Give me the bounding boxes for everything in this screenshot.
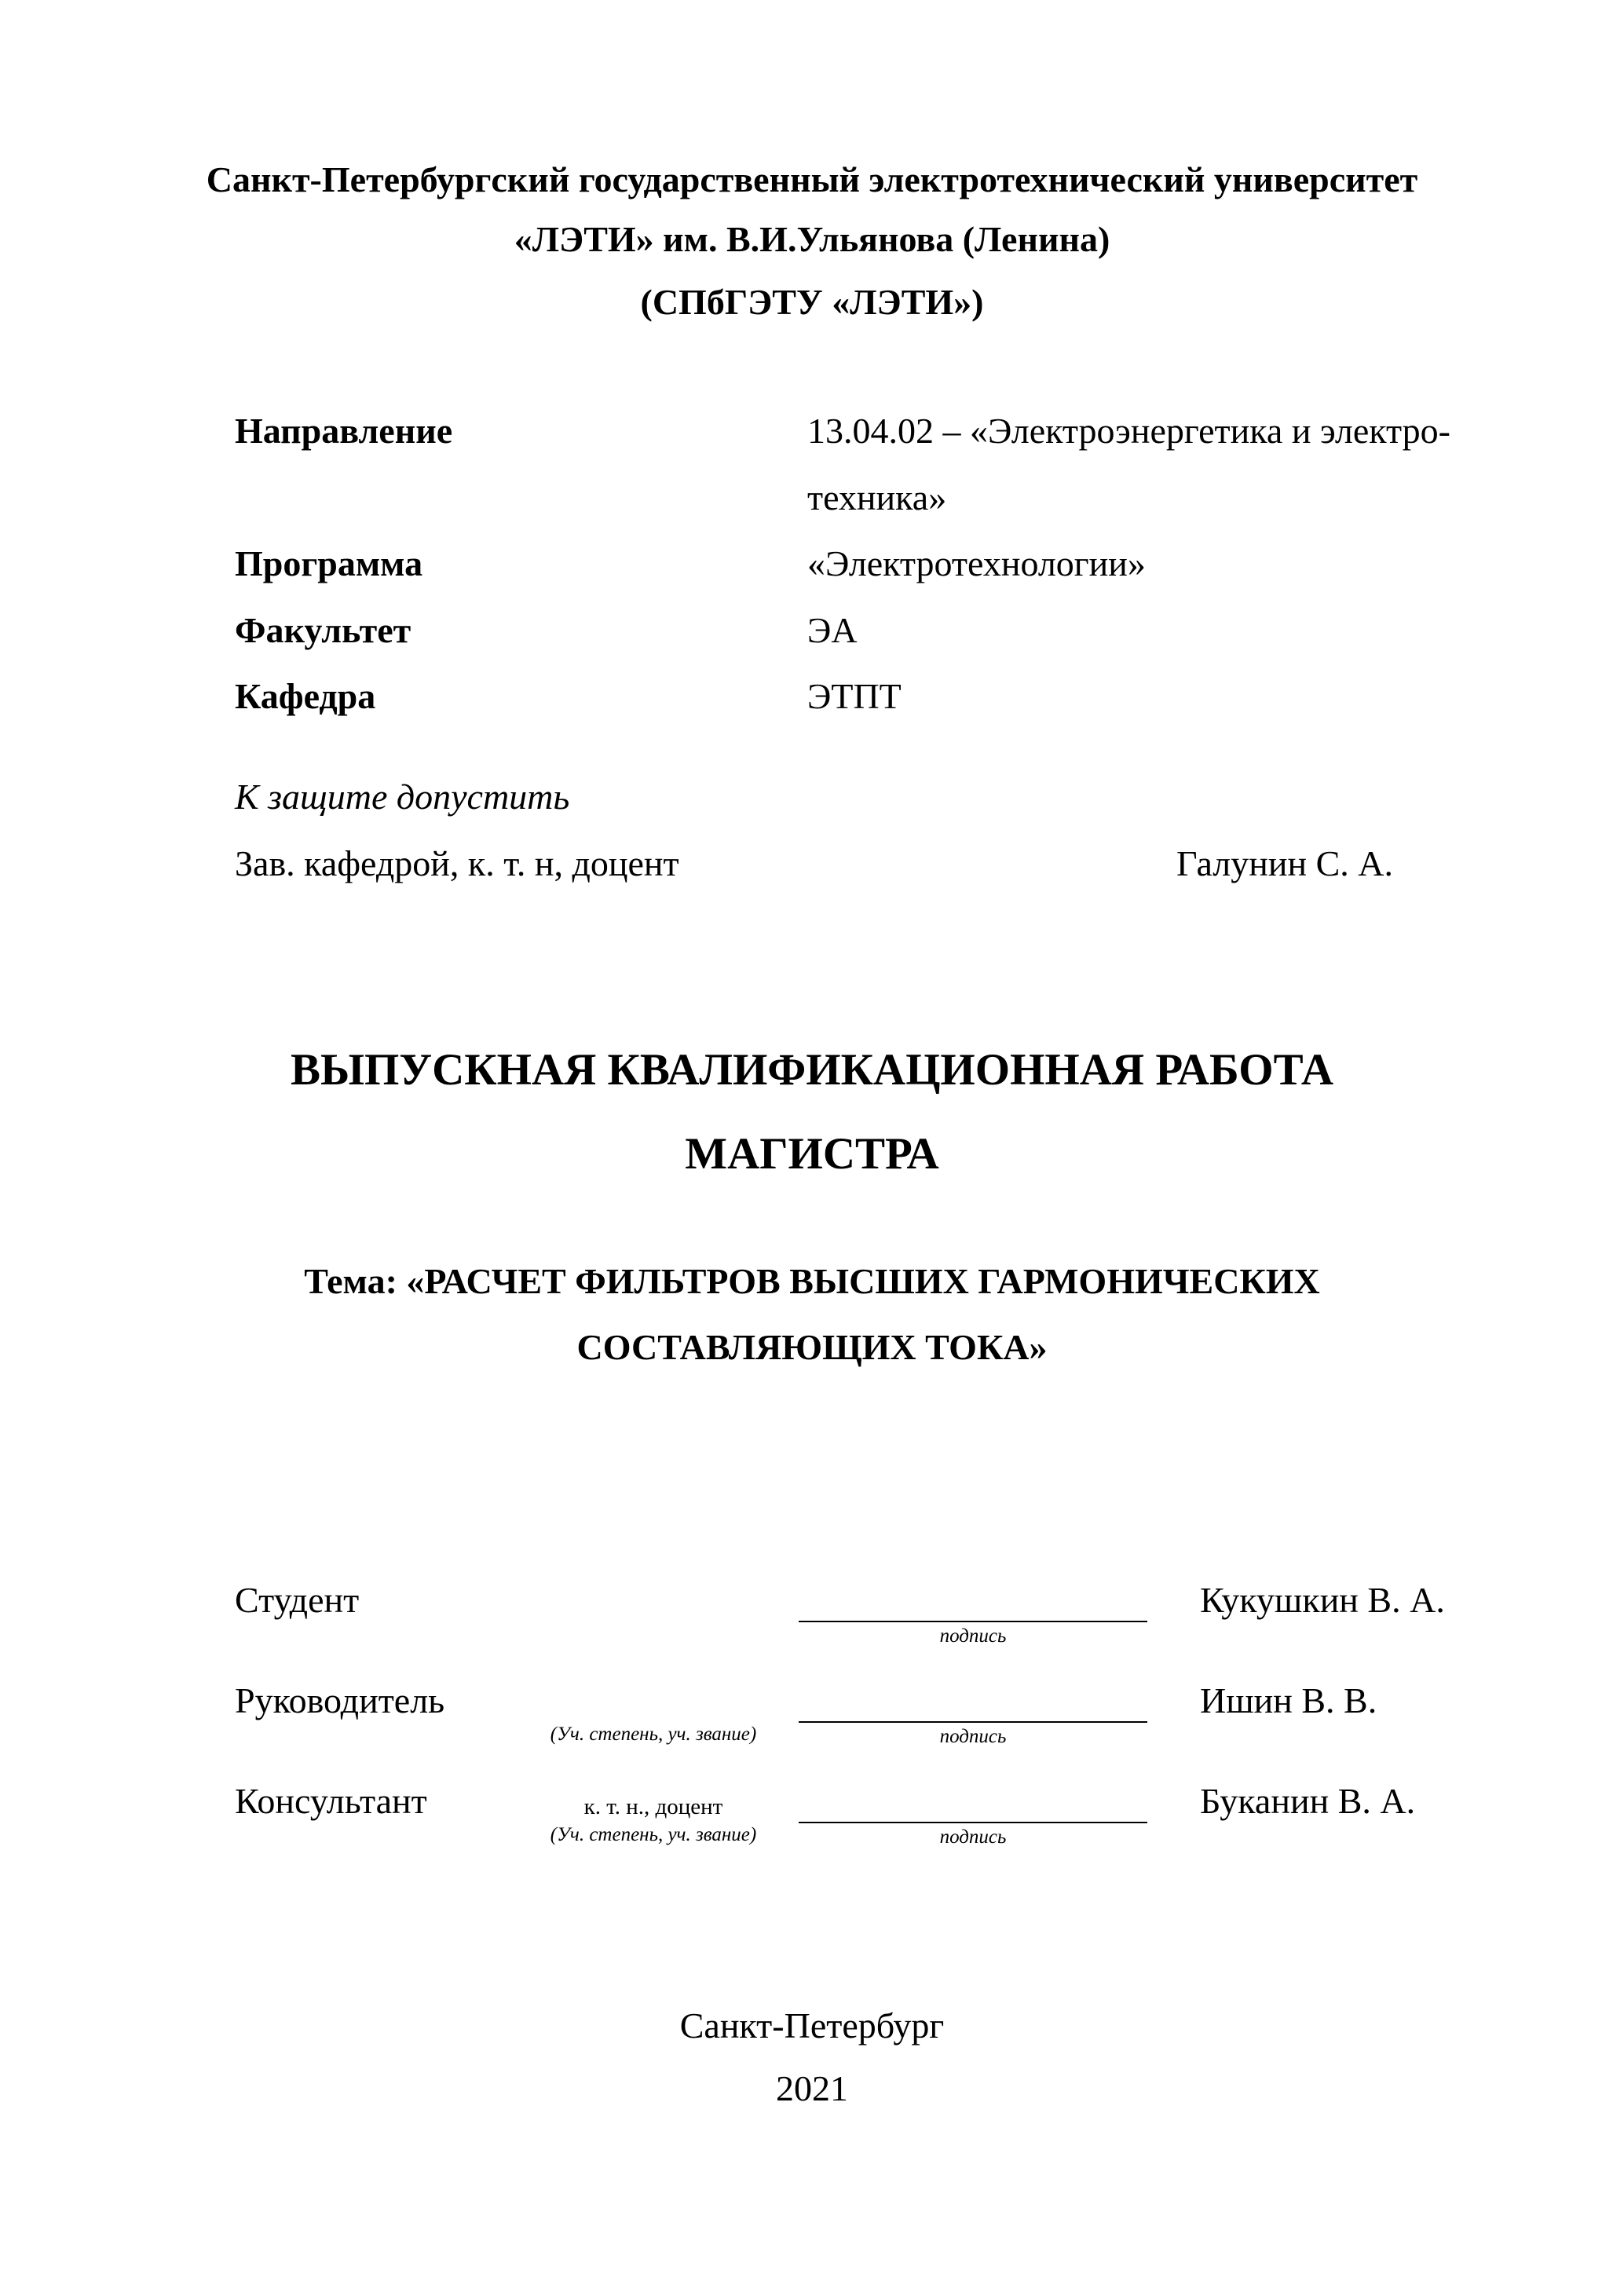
sign-hint: подпись [939, 1826, 1007, 1848]
value-program: «Электротехнологии» [807, 543, 1146, 583]
university-name: Санкт-Петербургский государственный электротехнический университет [206, 159, 1418, 199]
admit-text: К защите допустить [235, 777, 570, 817]
value-direction-cont: техника» [807, 477, 947, 517]
role-consultant: Консультант [235, 1781, 427, 1821]
supervisor-name: Ишин В. В. [1200, 1680, 1377, 1720]
signature-line [799, 1822, 1147, 1823]
label-department: Кафедра [235, 676, 376, 716]
degree-hint: (Уч. степень, уч. звание) [550, 1724, 757, 1745]
value-direction: 13.04.02 – «Электроэнергетика и электро- [807, 411, 1450, 451]
label-program: Программа [235, 543, 423, 583]
work-title: ВЫПУСКНАЯ КВАЛИФИКАЦИОННАЯ РАБОТА [290, 1045, 1333, 1095]
city: Санкт-Петербург [679, 2005, 945, 2046]
consultant-degree: к. т. н., доцент [583, 1794, 723, 1819]
consultant-name: Буканин В. А. [1200, 1781, 1416, 1821]
signature-line [799, 1721, 1147, 1723]
university-abbr: (СПбГЭТУ «ЛЭТИ») [640, 282, 984, 322]
role-supervisor: Руководитель [235, 1680, 445, 1720]
student-name: Кукушкин В. А. [1200, 1580, 1445, 1620]
year: 2021 [776, 2068, 848, 2108]
value-department: ЭТПТ [807, 676, 902, 716]
role-student: Студент [235, 1580, 360, 1620]
head-title: Зав. кафедрой, к. т. н, доцент [235, 843, 679, 883]
work-title-line2: МАГИСТРА [685, 1129, 939, 1179]
value-faculty: ЭА [807, 610, 858, 650]
university-name-line2: «ЛЭТИ» им. В.И.Ульянова (Ленина) [514, 219, 1110, 259]
sign-hint: подпись [939, 1726, 1007, 1747]
theme-title: Тема: «РАСЧЕТ ФИЛЬТРОВ ВЫСШИХ ГАРМОНИЧЕСКИХ [304, 1261, 1320, 1301]
degree-hint: (Уч. степень, уч. звание) [550, 1824, 757, 1845]
label-direction: Направление [235, 411, 453, 451]
theme-title-line2: СОСТАВЛЯЮЩИХ ТОКА» [576, 1327, 1048, 1367]
signature-line [799, 1621, 1147, 1622]
sign-hint: подпись [939, 1625, 1007, 1647]
label-faculty: Факультет [235, 610, 411, 650]
head-name: Галунин С. А. [1176, 843, 1393, 883]
